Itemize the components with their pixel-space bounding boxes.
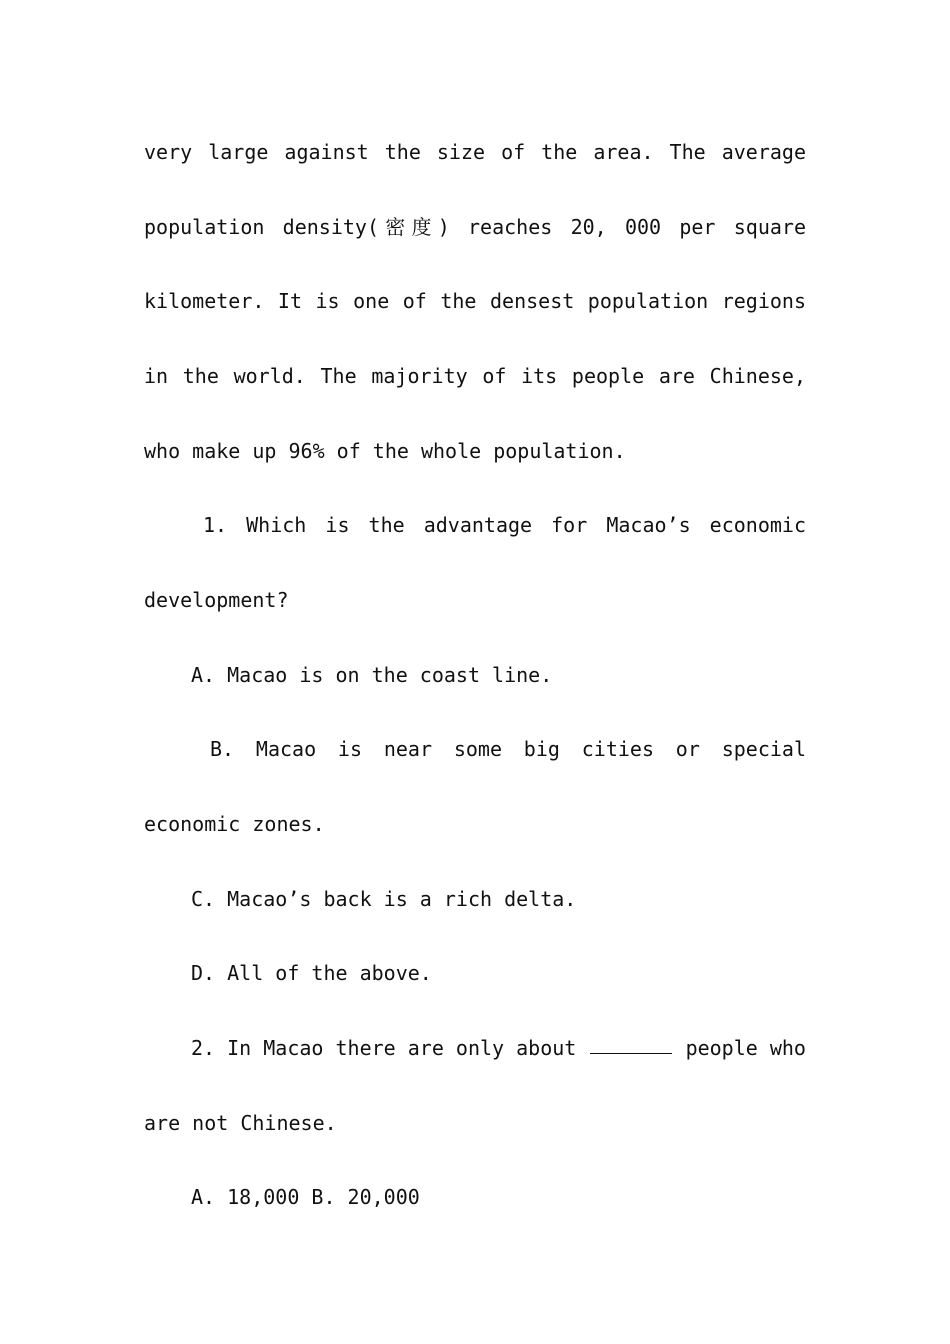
question-2-options-ab: A. 18,000 B. 20,000 bbox=[191, 1185, 420, 1209]
passage-line-5: who make up 96% of the whole population. bbox=[144, 439, 626, 463]
question-1-option-b-continued: economic zones. bbox=[144, 812, 325, 836]
question-1-stem: 1. Which is the advantage for Macao’s economic bbox=[203, 513, 806, 537]
question-2-stem bbox=[191, 1035, 806, 1061]
question-1-option-d: D. All of the above. bbox=[191, 961, 432, 985]
question-1-option-b: B. Macao is near some big cities or special bbox=[210, 737, 806, 761]
question-1-stem-continued: development? bbox=[144, 588, 289, 612]
question-2-stem-tail: people who bbox=[685, 1036, 806, 1060]
question-1-option-c: C. Macao’s back is a rich delta. bbox=[191, 887, 577, 911]
question-1-option-a: A. Macao is on the coast line. bbox=[191, 663, 553, 687]
answer-blank bbox=[590, 1035, 672, 1054]
passage-line-3: kilometer. It is one of the densest population regions bbox=[144, 289, 806, 313]
passage-line-4: in the world. The majority of its people are Chinese, bbox=[144, 364, 806, 388]
passage-line-1: very large against the size of the area. The average bbox=[144, 140, 806, 164]
question-2-stem-text: 2. In Macao there are only about bbox=[191, 1036, 577, 1060]
passage-line-2: population density(密度) reaches 20, 000 per square bbox=[144, 215, 806, 239]
question-2-stem-continued: are not Chinese. bbox=[144, 1111, 337, 1135]
